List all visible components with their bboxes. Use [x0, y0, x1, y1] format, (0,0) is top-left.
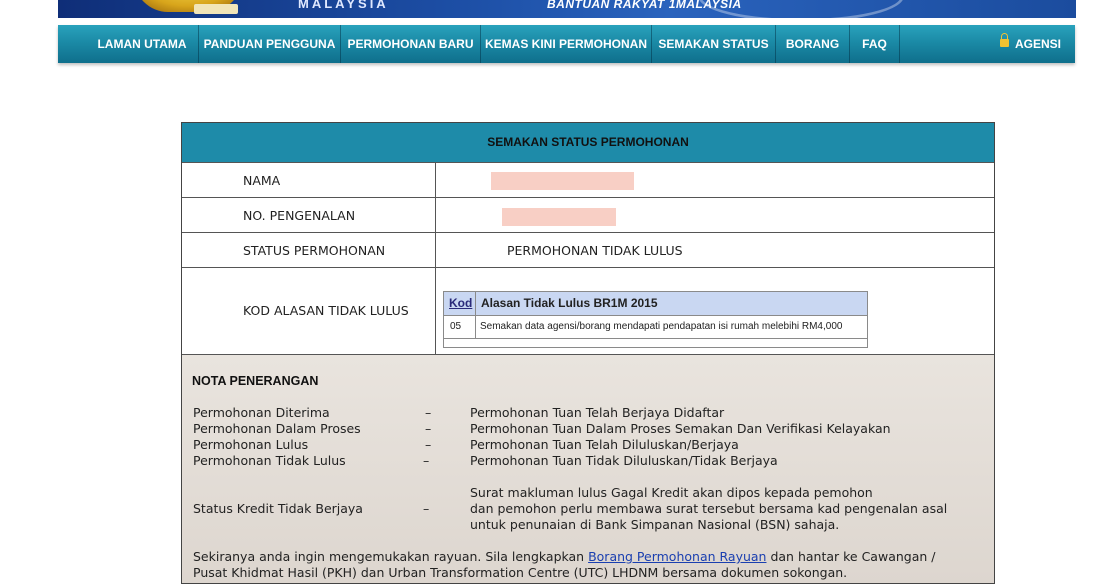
- main-nav-bar: [58, 25, 1075, 63]
- notes-section: [182, 355, 994, 583]
- nav-agensi-label: AGENSI: [1014, 37, 1061, 51]
- column-divider: [435, 233, 436, 267]
- banner-program-text: BANTUAN RAKYAT 1MALAYSIA: [547, 0, 742, 11]
- kredit-description-line: Surat makluman lulus Gagal Kredit akan dipos kepada pemohon: [470, 485, 873, 500]
- note-label: Permohonan Dalam Proses: [193, 421, 361, 436]
- note-description: Permohonan Tuan Dalam Proses Semakan Dan Verifikasi Kelayakan: [470, 421, 891, 436]
- appeal-text-after: dan hantar ke Cawangan /: [766, 549, 936, 564]
- column-divider: [435, 163, 436, 197]
- panel-title: SEMAKAN STATUS PERMOHONAN: [182, 123, 994, 163]
- note-dash: –: [425, 405, 432, 420]
- nav-semakan-status[interactable]: SEMAKAN STATUS: [652, 25, 776, 63]
- appeal-text-before: Sekiranya anda ingin mengemukakan rayuan. Sila lengkapkan: [193, 549, 589, 564]
- column-divider: [435, 198, 436, 232]
- redacted-name: [491, 172, 634, 190]
- row-nama: [182, 163, 994, 198]
- row-kod-alasan: [182, 268, 994, 355]
- header-banner: [58, 0, 1076, 18]
- note-dash: –: [425, 437, 432, 452]
- reason-row-kod: 05: [450, 321, 462, 332]
- nav-agensi-login[interactable]: [1000, 25, 1061, 63]
- reason-code-label: KOD ALASAN TIDAK LULUS: [243, 303, 409, 318]
- nav-borang[interactable]: BORANG: [776, 25, 850, 63]
- note-description: Permohonan Tuan Telah Berjaya Didaftar: [470, 405, 725, 420]
- nav-faq[interactable]: FAQ: [850, 25, 900, 63]
- row-no-pengenalan: [182, 198, 994, 233]
- kredit-description-line: dan pemohon perlu membawa surat tersebut bersama kad pengenalan asal: [470, 501, 948, 516]
- note-dash: –: [423, 453, 430, 468]
- kredit-description-line: untuk penunaian di Bank Simpanan Nasional (BSN) sahaja.: [470, 517, 840, 532]
- logo-ribbon: [194, 4, 238, 14]
- appeal-form-link[interactable]: Borang Permohonan Rayuan: [588, 549, 767, 564]
- note-dash: –: [423, 501, 430, 516]
- nav-laman-utama[interactable]: LAMAN UTAMA: [97, 37, 187, 51]
- reason-table: [443, 291, 868, 348]
- appeal-text-line2: Pusat Khidmat Hasil (PKH) dan Urban Transformation Centre (UTC) LHDNM bersama dokumen sokongan.: [193, 565, 848, 580]
- appeal-text: [193, 549, 935, 564]
- nav-kemas-kini-permohonan[interactable]: KEMAS KINI PERMOHONAN: [481, 25, 652, 63]
- ic-label: NO. PENGENALAN: [243, 208, 356, 223]
- reason-row-divider: [444, 338, 867, 339]
- status-panel: [181, 122, 995, 584]
- notes-title: NOTA PENERANGAN: [192, 374, 319, 388]
- status-value: PERMOHONAN TIDAK LULUS: [507, 243, 683, 258]
- reason-col-divider: [475, 292, 476, 339]
- reason-row-alasan: Semakan data agensi/borang mendapati pendapatan isi rumah melebihi RM4,000: [480, 321, 843, 332]
- note-label: Permohonan Diterima: [193, 405, 330, 420]
- note-description: Permohonan Tuan Telah Diluluskan/Berjaya: [470, 437, 739, 452]
- note-label: Permohonan Tidak Lulus: [193, 453, 346, 468]
- note-description: Permohonan Tuan Tidak Diluluskan/Tidak Berjaya: [470, 453, 778, 468]
- reason-col-alasan: Alasan Tidak Lulus BR1M 2015: [481, 296, 658, 310]
- lock-icon: [1000, 39, 1009, 47]
- banner-swoosh-decoration: [698, 0, 904, 18]
- banner-country-text: MALAYSIA: [298, 0, 389, 11]
- column-divider: [435, 268, 436, 354]
- status-label: STATUS PERMOHONAN: [243, 243, 386, 258]
- redacted-ic-number: [502, 208, 616, 226]
- kredit-label: Status Kredit Tidak Berjaya: [193, 501, 363, 516]
- nav-panduan-pengguna[interactable]: PANDUAN PENGGUNA: [199, 25, 341, 63]
- note-dash: –: [425, 421, 432, 436]
- row-status: [182, 233, 994, 268]
- nama-label: NAMA: [243, 173, 281, 188]
- reason-col-kod[interactable]: Kod: [449, 296, 473, 310]
- note-label: Permohonan Lulus: [193, 437, 309, 452]
- nav-permohonan-baru[interactable]: PERMOHONAN BARU: [341, 25, 481, 63]
